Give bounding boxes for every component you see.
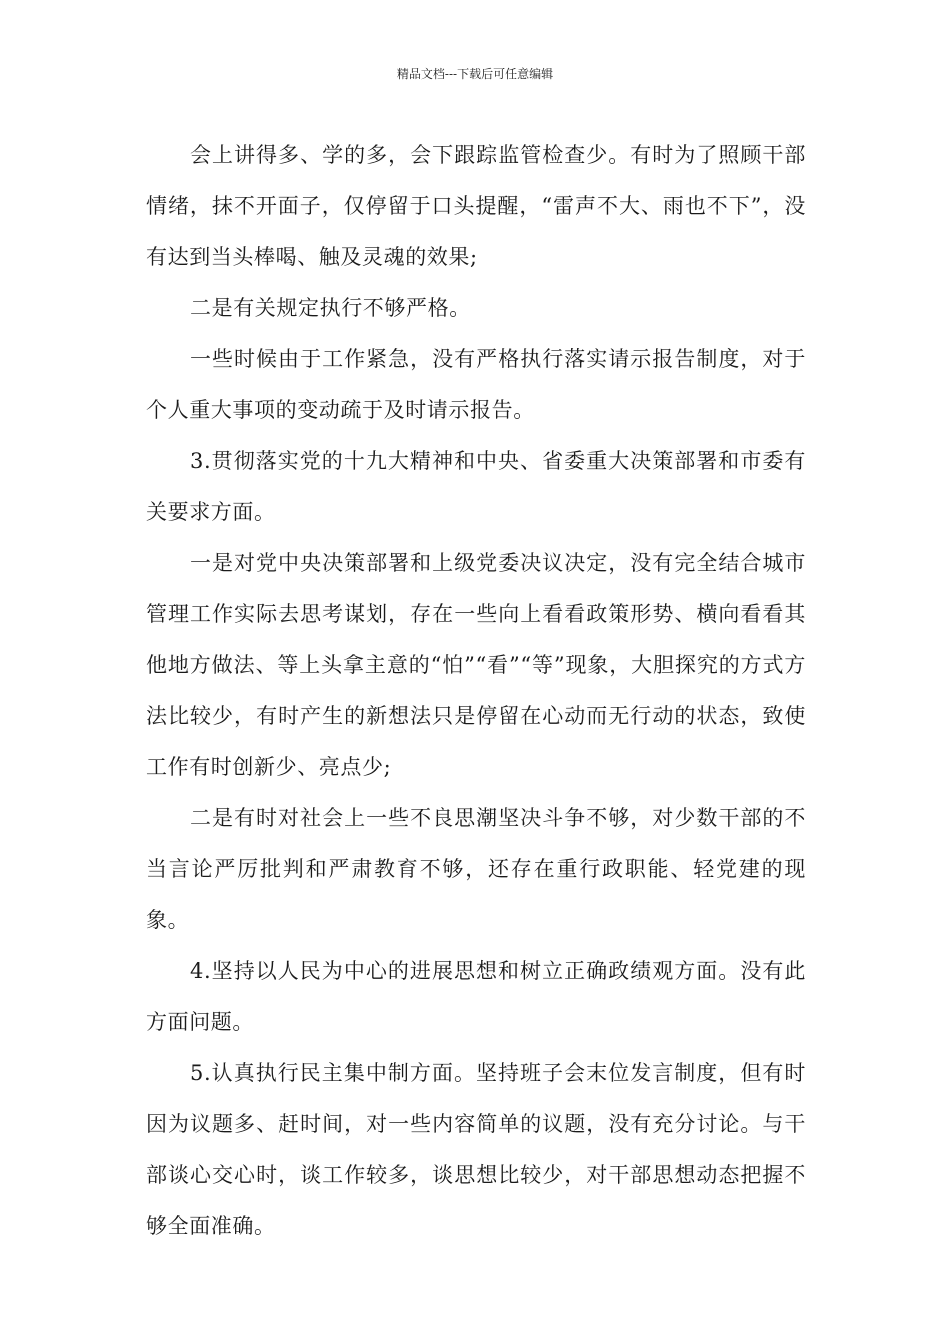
page-header: 精品文档---下载后可任意编辑 [396,67,554,81]
paragraph-3: 一些时候由于工作紧急，没有严格执行落实请示报告制度，对于个人重大事项的变动疏于及时请示报告。 [146,347,806,422]
paragraph-8: 5.认真执行民主集中制方面。坚持班子会末位发言制度，但有时因为议题多、赶时间，对一些内容简单的议题，没有充分讨论。与干部谈心交心时，谈工作较多，谈思想比较少，对干部思想动态把握不够全面准确。 [146,1061,806,1238]
paragraph-5: 一是对党中央决策部署和上级党委决议决定，没有完全结合城市管理工作实际去思考谋划，存在一些向上看看政策形势、横向看看其他地方做法、等上头拿主意的“怕”“看”“等”现象，大胆探究的方式方法比较少，有时产生的新想法只是停留在心动而无行动的状态，致使工作有时创新少、亮点少; [146,551,806,779]
paragraph-4: 3.贯彻落实党的十九大精神和中央、省委重大决策部署和市委有关要求方面。 [146,449,806,524]
paragraph-2: 二是有关规定执行不够严格。 [190,296,471,320]
paragraph-7: 4.坚持以人民为中心的进展思想和树立正确政绩观方面。没有此方面问题。 [146,959,806,1034]
paragraph-1: 会上讲得多、学的多，会下跟踪监管检查少。有时为了照顾干部情绪，抹不开面子，仅停留于口头提醒，“雷声不大、雨也不下”，没有达到当头棒喝、触及灵魂的效果; [146,143,806,269]
paragraph-6: 二是有时对社会上一些不良思潮坚决斗争不够，对少数干部的不当言论严厉批判和严肃教育不够，还存在重行政职能、轻党建的现象。 [146,806,806,932]
document-body [146,130,806,1252]
